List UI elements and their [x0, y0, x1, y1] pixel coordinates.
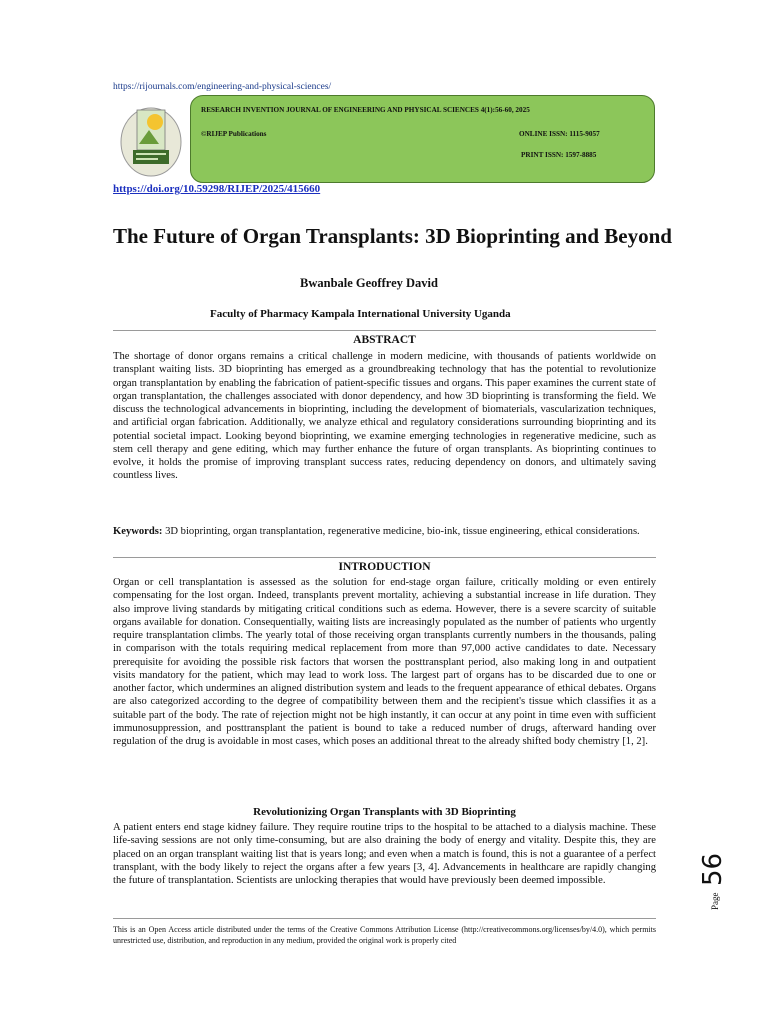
divider	[113, 330, 656, 331]
journal-url[interactable]: https://rijournals.com/engineering-and-physical-sciences/	[113, 82, 332, 92]
license-note: This is an Open Access article distributed under the terms of the Creative Commons Attribution License (http://creativecommons.org/licenses/by/4.0), which permits unrestricted use, distribution, and reproduction in any medium, provided the original work is properly cited	[113, 925, 656, 945]
online-issn: ONLINE ISSN: 1115-9057	[519, 130, 600, 138]
publisher: ©RIJEP Publications	[201, 130, 267, 138]
abstract-heading: ABSTRACT	[353, 334, 416, 346]
keywords-list: 3D bioprinting, organ transplantation, regenerative medicine, bio-ink, tissue engineering, ethical considerations.	[162, 526, 640, 537]
affiliation: Faculty of Pharmacy Kampala International University Uganda	[210, 308, 511, 320]
journal-logo	[115, 100, 187, 180]
divider	[113, 557, 656, 558]
introduction-text: Organ or cell transplantation is assessed as the solution for end-stage organ failure, critically molding or even entirely compensating for the lost organ. Indeed, transplants prevent mortality, achieving a substantial increase in life duration. They also improve living standards by mitigating critical conditions such as edema. However, there is a severe scarcity of suitable organs available for donation. Consequentially, waiting lists are increasingly populated as the number of patients who urgently require transplantation climbs. The yearly total of those receiving organ transplants currently numbers in the thousands, paling in comparison with the totals requiring medical replacement from more than 97,000 active candidates to date. Necessary prerequisite for avoiding the possible risk factors that worsen the posttransplant period, also making long in and outpatient visits mandatory for the patient, which may lead to work loss. The largest part of organs has to be discarded due to one or another factor, which undermines an aligned distribution system and leads to the frequent appearance of ethical debates. Organs are also categorized according to the degree of compatibility between them and the recipient's tissue which classifies it as a suitable part of the body. The rate of rejection might not be high instantly, it can occur at any point in time even with sufficient immunosuppression, and posttransplant the patient is bound to take a reduced number of drugs, afterward handing over regulation of the drug is avoidable in most cases, which poses an additional threat to the already shifted body chemistry [1, 2].	[113, 577, 656, 747]
section-text: A patient enters end stage kidney failure. They require routine trips to the hospital to be attached to a dialysis machine. These life-saving sessions are not only time-consuming, but are also draining the body of energy and vitality. Despite this, they are placed on an organ transplant waiting list that is years long; and even when a match is found, this is not a guarantee of a perfect transplant, with the body likely to reject the organs after a few years [3, 4]. Advancements in healthcare are rapidly changing the future of transplantation. Scientists are unlocking therapies that would have previously been deemed impossible.	[113, 822, 656, 886]
journal-line: RESEARCH INVENTION JOURNAL OF ENGINEERING AND PHYSICAL SCIENCES 4(1):56-60, 2025	[201, 106, 530, 114]
abstract-text: The shortage of donor organs remains a critical challenge in modern medicine, with thousands of patients worldwide on transplant waiting lists. 3D bioprinting has emerged as a groundbreaking technology that has the potential to revolutionize organ transplantation by enabling the fabrication of patient-specific tissues and organs. This paper examines the current state of organ transplantation, the challenges associated with donor dependency, and how 3D bioprinting is transforming the field. We discuss the technological advancements in bioprinting, including the development of biomaterials, vascularization techniques, and artificial organ fabrication. Additionally, we analyze ethical and regulatory considerations surrounding bioprinting and its potential societal impact. Looking beyond bioprinting, we examine emerging technologies in regenerative medicine, such as stem cell therapy and gene editing, which may further enhance the future of organ transplants. As bioprinting continues to evolve, it holds the promise of improving transplant success rates, reducing dependency on donors, and ultimately saving countless lives.	[113, 351, 656, 482]
doi-link[interactable]: https://doi.org/10.59298/RIJEP/2025/415660	[113, 183, 321, 195]
section-heading: Revolutionizing Organ Transplants with 3D Bioprinting	[253, 806, 516, 818]
keywords	[113, 525, 656, 538]
article-title: The Future of Organ Transplants: 3D Bioprinting and Beyond	[113, 224, 672, 248]
journal-banner	[190, 95, 655, 183]
introduction-heading: INTRODUCTION	[338, 561, 431, 573]
print-issn: PRINT ISSN: 1597-8885	[521, 151, 597, 159]
page-number	[700, 848, 730, 908]
divider	[113, 918, 656, 919]
page-number-value: 56	[698, 852, 728, 886]
keywords-label: Keywords:	[113, 526, 163, 537]
page-label: Page	[710, 892, 720, 910]
author-name: Bwanbale Geoffrey David	[300, 276, 438, 290]
